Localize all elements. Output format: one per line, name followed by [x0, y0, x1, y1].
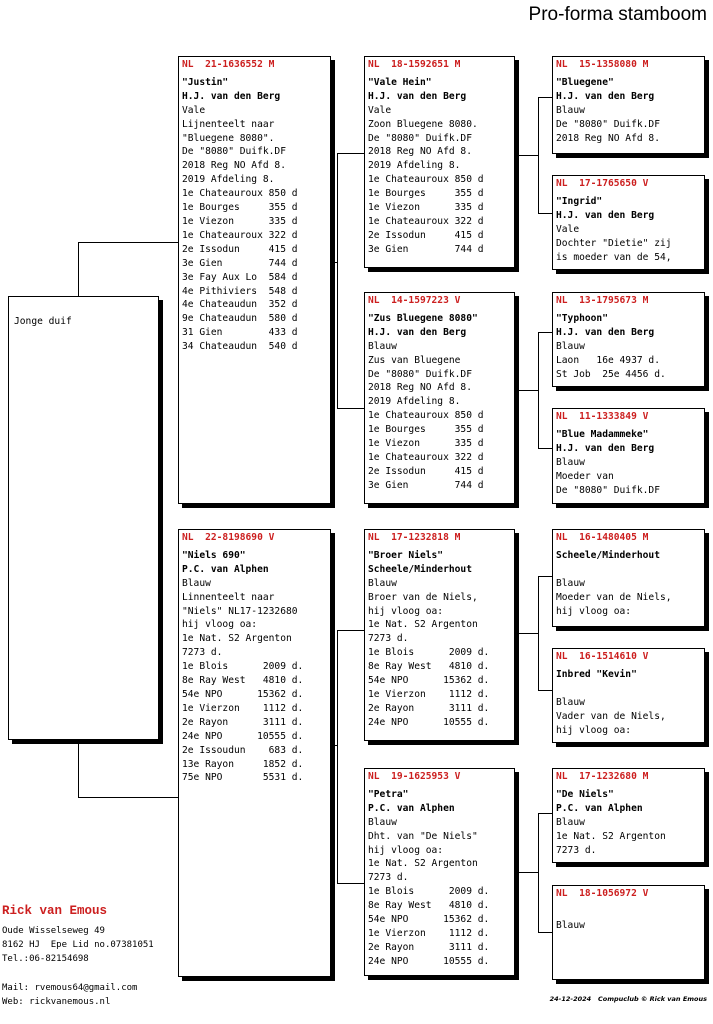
info-line: Blauw: [368, 340, 397, 352]
info-line: De "8080" Duifk.DF: [368, 132, 472, 144]
info-line: 54e NPO 15362 d.: [368, 914, 490, 926]
ring-number: NL 19-1625953 V: [368, 771, 461, 782]
info-line: 2e Rayon 3111 d.: [182, 716, 304, 728]
connector: [519, 155, 539, 156]
info-line: Moeder van de Niels,: [556, 591, 672, 603]
owner-name: H.J. van den Berg: [556, 326, 655, 338]
info-line: 1e Bourges 355 d: [368, 424, 484, 436]
info-line: 1e Viezon 335 d: [182, 215, 298, 227]
dam-box: [178, 529, 331, 977]
connector: [538, 932, 552, 933]
sire-box: [178, 56, 331, 504]
info-line: 4e Pithiviers 548 d: [182, 285, 298, 297]
info-line: hij vloog oa:: [556, 724, 632, 736]
ring-number: NL 13-1795673 M: [556, 295, 649, 306]
bird-name: Inbred "Kevin": [556, 668, 637, 680]
connector: [538, 97, 552, 98]
connector: [78, 242, 79, 297]
owner-name: H.J. van den Berg: [182, 90, 281, 102]
sire-dam-sire-box: [552, 292, 705, 387]
info-line: 2018 Reg NO Afd 8.: [368, 146, 472, 158]
info-line: De "8080" Duifk.DF: [182, 146, 286, 158]
info-line: Moeder van: [556, 470, 614, 482]
info-line: 2018 Reg NO Afd 8.: [556, 132, 660, 144]
info-line: 4e Chateaudun 352 d: [182, 299, 298, 311]
info-line: Zus van Bluegene: [368, 354, 461, 366]
owner-name: Scheele/Minderhout: [368, 563, 472, 575]
info-line: hij vloog oa:: [368, 844, 444, 856]
breeder-email: Mail: rvemous64@gmail.com: [2, 983, 138, 993]
info-line: is moeder van de 54,: [556, 251, 672, 263]
info-line: 1e Chateauroux 850 d: [182, 188, 298, 200]
connector: [78, 797, 178, 798]
info-line: 1e Bourges 355 d: [182, 202, 298, 214]
info-line: 3e Fay Aux Lo 584 d: [182, 271, 298, 283]
ring-number: NL 18-1056972 V: [556, 888, 649, 899]
connector: [337, 883, 364, 884]
info-line: 2e Issodun 415 d: [182, 243, 298, 255]
info-line: 24e NPO 10555 d.: [182, 730, 304, 742]
info-line: Laon 16e 4937 d.: [556, 354, 660, 366]
info-line: 1e Vierzon 1112 d.: [368, 688, 490, 700]
ring-number: NL 16-1514610 V: [556, 651, 649, 662]
bird-name: Scheele/Minderhout: [556, 549, 660, 561]
connector: [331, 262, 338, 263]
info-line: De "8080" Duifk.DF: [556, 118, 660, 130]
bird-name: "Vale Hein": [368, 76, 432, 88]
info-line: 1e Nat. S2 Argenton: [556, 830, 666, 842]
dam-dam-sire-box: [552, 768, 705, 863]
ring-number: NL 17-1765650 V: [556, 178, 649, 189]
connector: [337, 630, 338, 883]
info-line: 7273 d.: [556, 844, 597, 856]
bird-name: "Ingrid": [556, 195, 603, 207]
info-line: 8e Ray West 4810 d.: [368, 900, 490, 912]
info-line: 1e Blois 2009 d.: [182, 661, 304, 673]
connector: [538, 690, 552, 691]
connector: [78, 740, 79, 797]
info-line: Vader van de Niels,: [556, 710, 666, 722]
info-line: 3e Gien 744 d: [368, 479, 484, 491]
info-line: Blauw: [556, 577, 585, 589]
info-line: 8e Ray West 4810 d.: [368, 661, 490, 673]
info-line: Blauw: [368, 816, 397, 828]
info-line: 2019 Afdeling 8.: [368, 160, 461, 172]
breeder-name: Rick van Emous: [2, 904, 108, 918]
owner-name: H.J. van den Berg: [556, 209, 655, 221]
spacer: [556, 563, 701, 577]
bird-name: "Blue Madammeke": [556, 428, 649, 440]
connector: [337, 408, 364, 409]
info-line: 2019 Afdeling 8.: [368, 396, 461, 408]
info-line: Blauw: [368, 577, 397, 589]
bird-name: "Niels 690": [182, 549, 246, 561]
breeder-address: Oude Wisselseweg 49: [2, 926, 105, 936]
info-line: 24e NPO 10555 d.: [368, 716, 490, 728]
info-line: "Niels" NL17-1232680: [182, 605, 298, 617]
connector: [519, 872, 539, 873]
info-line: Blauw: [556, 104, 585, 116]
info-line: Lijnenteelt naar: [182, 118, 275, 130]
bird-name: "De Niels": [556, 788, 614, 800]
info-line: 7273 d.: [182, 647, 223, 659]
page-title: Pro-forma stamboom: [528, 4, 707, 25]
sire-sire-dam-box: [552, 175, 705, 270]
bird-name: "Justin": [182, 76, 229, 88]
info-line: 2e Issoudun 683 d.: [182, 744, 304, 756]
info-line: 1e Blois 2009 d.: [368, 647, 490, 659]
connector: [538, 576, 552, 577]
connector: [337, 630, 364, 631]
info-line: Broer van de Niels,: [368, 591, 478, 603]
connector: [337, 153, 364, 154]
dam-dam-dam-box: [552, 885, 705, 980]
sire-dam-dam-box: [552, 408, 705, 504]
bird-name: "Bluegene": [556, 76, 614, 88]
info-line: Blauw: [556, 696, 585, 708]
info-line: hij vloog oa:: [368, 605, 444, 617]
info-line: 75e NPO 5531 d.: [182, 772, 304, 784]
connector: [519, 633, 539, 634]
credit-line: 24-12-2024 Compuclub © Rick van Emous: [549, 995, 707, 1003]
info-line: 1e Viezon 335 d: [368, 202, 484, 214]
info-line: 1e Viezon 335 d: [368, 438, 484, 450]
ring-number: NL 17-1232818 M: [368, 532, 461, 543]
info-line: Vale: [556, 223, 580, 235]
bird-name: "Petra": [368, 788, 409, 800]
info-line: 2019 Afdeling 8.: [182, 174, 275, 186]
info-line: hij vloog oa:: [182, 619, 258, 631]
info-line: 3e Gien 744 d: [368, 243, 484, 255]
connector: [519, 390, 539, 391]
info-line: De "8080" Duifk.DF: [368, 368, 472, 380]
bird-name: "Zus Bluegene 8080": [368, 312, 478, 324]
young-bird-label: Jonge duif: [14, 316, 72, 327]
sire-sire-box: [364, 56, 515, 268]
info-line: Dht. van "De Niels": [368, 830, 478, 842]
info-line: 54e NPO 15362 d.: [182, 688, 304, 700]
info-line: 1e Vierzon 1112 d.: [368, 927, 490, 939]
info-line: 1e Chateauroux 850 d: [368, 410, 484, 422]
info-line: 1e Nat. S2 Argenton: [368, 619, 478, 631]
info-line: 8e Ray West 4810 d.: [182, 675, 304, 687]
info-line: 1e Blois 2009 d.: [368, 886, 490, 898]
breeder-web: Web: rickvanemous.nl: [2, 997, 111, 1007]
dam-sire-dam-box: [552, 648, 705, 743]
info-line: 1e Chateauroux 850 d: [368, 174, 484, 186]
info-line: Blauw: [556, 340, 585, 352]
info-line: 1e Nat. S2 Argenton: [182, 633, 292, 645]
ring-number: NL 18-1592651 M: [368, 59, 461, 70]
connector: [538, 448, 552, 449]
info-line: 7273 d.: [368, 633, 409, 645]
info-line: 1e Chateauroux 322 d: [368, 451, 484, 463]
owner-name: H.J. van den Berg: [556, 442, 655, 454]
owner-name: P.C. van Alphen: [182, 563, 269, 575]
spacer: [556, 905, 701, 919]
ring-number: NL 11-1333849 V: [556, 411, 649, 422]
connector: [538, 813, 552, 814]
info-line: 2018 Reg NO Afd 8.: [368, 382, 472, 394]
ring-number: NL 22-8198690 V: [182, 532, 275, 543]
connector: [337, 153, 338, 408]
owner-name: H.J. van den Berg: [368, 326, 467, 338]
info-line: Blauw: [182, 577, 211, 589]
info-line: 1e Vierzon 1112 d.: [182, 702, 304, 714]
spacer: [556, 682, 701, 696]
info-line: Dochter "Dietie" zij: [556, 237, 672, 249]
young-bird-box: [8, 296, 159, 740]
ring-number: NL 17-1232680 M: [556, 771, 649, 782]
connector: [538, 213, 552, 214]
info-line: Vale: [368, 104, 392, 116]
info-line: Linnenteelt naar: [182, 591, 275, 603]
owner-name: H.J. van den Berg: [556, 90, 655, 102]
info-line: 2e Issodun 415 d: [368, 229, 484, 241]
sire-sire-sire-box: [552, 56, 705, 154]
info-line: Blauw: [556, 816, 585, 828]
ring-number: NL 21-1636552 M: [182, 59, 275, 70]
bird-name: "Typhoon": [556, 312, 608, 324]
info-line: 2018 Reg NO Afd 8.: [182, 160, 286, 172]
connector: [331, 745, 338, 746]
info-line: "Bluegene 8080".: [182, 132, 275, 144]
info-line: 2e Rayon 3111 d.: [368, 702, 490, 714]
info-line: Blauw: [556, 919, 585, 931]
info-line: 2e Issodun 415 d: [368, 465, 484, 477]
info-line: 34 Chateaudun 540 d: [182, 341, 298, 353]
info-line: 1e Chateauroux 322 d: [182, 229, 298, 241]
info-line: 13e Rayon 1852 d.: [182, 758, 304, 770]
info-line: Vale: [182, 104, 206, 116]
info-line: 1e Nat. S2 Argenton: [368, 858, 478, 870]
bird-name: "Broer Niels": [368, 549, 444, 561]
breeder-city: 8162 HJ Epe Lid no.07381051: [2, 940, 154, 950]
owner-name: H.J. van den Berg: [368, 90, 467, 102]
owner-name: P.C. van Alphen: [368, 802, 455, 814]
info-line: 9e Chateaudun 580 d: [182, 313, 298, 325]
info-line: 24e NPO 10555 d.: [368, 955, 490, 967]
info-line: 3e Gien 744 d: [182, 257, 298, 269]
ring-number: NL 16-1480405 M: [556, 532, 649, 543]
breeder-phone: Tel.:06-82154698: [2, 954, 89, 964]
info-line: hij vloog oa:: [556, 605, 632, 617]
info-line: 1e Bourges 355 d: [368, 188, 484, 200]
connector: [538, 332, 552, 333]
info-line: 1e Chateauroux 322 d: [368, 215, 484, 227]
ring-number: NL 14-1597223 V: [368, 295, 461, 306]
dam-sire-sire-box: [552, 529, 705, 627]
dam-dam-box: [364, 768, 515, 976]
info-line: St Job 25e 4456 d.: [556, 368, 666, 380]
info-line: Blauw: [556, 456, 585, 468]
connector: [78, 242, 178, 243]
info-line: Zoon Bluegene 8080.: [368, 118, 478, 130]
info-line: 31 Gien 433 d: [182, 327, 298, 339]
info-line: 7273 d.: [368, 872, 409, 884]
info-line: 2e Rayon 3111 d.: [368, 941, 490, 953]
owner-name: P.C. van Alphen: [556, 802, 643, 814]
sire-dam-box: [364, 292, 515, 504]
info-line: De "8080" Duifk.DF: [556, 484, 660, 496]
ring-number: NL 15-1358080 M: [556, 59, 649, 70]
info-line: 54e NPO 15362 d.: [368, 675, 490, 687]
dam-sire-box: [364, 529, 515, 741]
